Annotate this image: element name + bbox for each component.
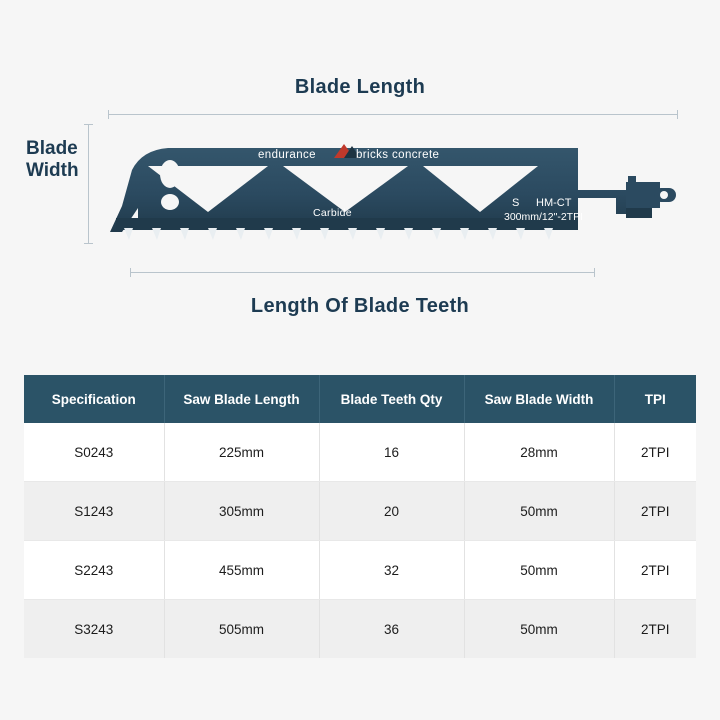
column-header-saw-blade-width: Saw Blade Width [464,375,614,423]
dimension-end-cap-right [594,268,595,277]
cell-blade-teeth-qty: 16 [319,423,464,482]
cell-specification: S1243 [24,482,164,541]
blade-carbide-text: Carbide [313,207,352,219]
dimension-line-stroke [130,272,595,273]
cell-blade-teeth-qty: 32 [319,541,464,600]
blade-brand-text: endurance [258,149,316,161]
dimension-line-stroke [88,124,89,244]
cell-saw-blade-length: 455mm [164,541,319,600]
teeth-length-dimension-line [130,268,595,277]
column-header-blade-teeth-qty: Blade Teeth Qty [319,375,464,423]
dimension-end-cap-top [84,124,93,125]
blade-width-label: Blade Width [26,138,79,181]
cell-specification: S2243 [24,541,164,600]
cell-tpi: 2TPI [614,600,696,659]
cell-specification: S0243 [24,423,164,482]
blade-length-label: Blade Length [294,76,426,98]
dimension-end-cap-left [130,268,131,277]
table-row [24,423,696,482]
table-row [24,600,696,659]
dimension-end-cap-right [677,110,678,119]
table-header [24,375,696,423]
cell-blade-teeth-qty: 36 [319,600,464,659]
saw-blade-image [108,128,678,258]
cell-specification: S3243 [24,600,164,659]
table-row [24,541,696,600]
column-header-specification: Specification [24,375,164,423]
table-header-row [24,375,696,423]
cell-tpi: 2TPI [614,482,696,541]
blade-brand-text-2: bricks concrete [356,149,440,161]
blade-size-text: 300mm/12"-2TPI [504,211,584,223]
table-row [24,482,696,541]
cell-saw-blade-length: 225mm [164,423,319,482]
column-header-saw-blade-length: Saw Blade Length [164,375,319,423]
column-header-tpi: TPI [614,375,696,423]
specification-table-area [0,360,720,720]
cell-saw-blade-width: 50mm [464,541,614,600]
cell-saw-blade-length: 505mm [164,600,319,659]
blade-cutouts-group [148,166,538,212]
cell-tpi: 2TPI [614,541,696,600]
saw-blade-svg [108,128,678,258]
table-body [24,423,696,658]
cell-saw-blade-width: 50mm [464,600,614,659]
blade-length-dimension-line [108,110,678,119]
blade-width-dimension-line [84,124,93,244]
dimension-end-cap-left [108,110,109,119]
cell-saw-blade-width: 28mm [464,423,614,482]
dimension-line-stroke [108,114,678,115]
cell-blade-teeth-qty: 20 [319,482,464,541]
dimension-end-cap-bottom [84,243,93,244]
cell-saw-blade-width: 50mm [464,482,614,541]
cell-saw-blade-length: 305mm [164,482,319,541]
specification-table [24,375,696,658]
blade-model-text: S [512,197,520,209]
blade-tang-group [626,176,676,218]
blade-model-text-suffix: HM-CT [536,197,572,209]
teeth-length-label: Length Of Blade Teeth [250,295,470,317]
blade-body-group [110,148,676,240]
cell-tpi: 2TPI [614,423,696,482]
